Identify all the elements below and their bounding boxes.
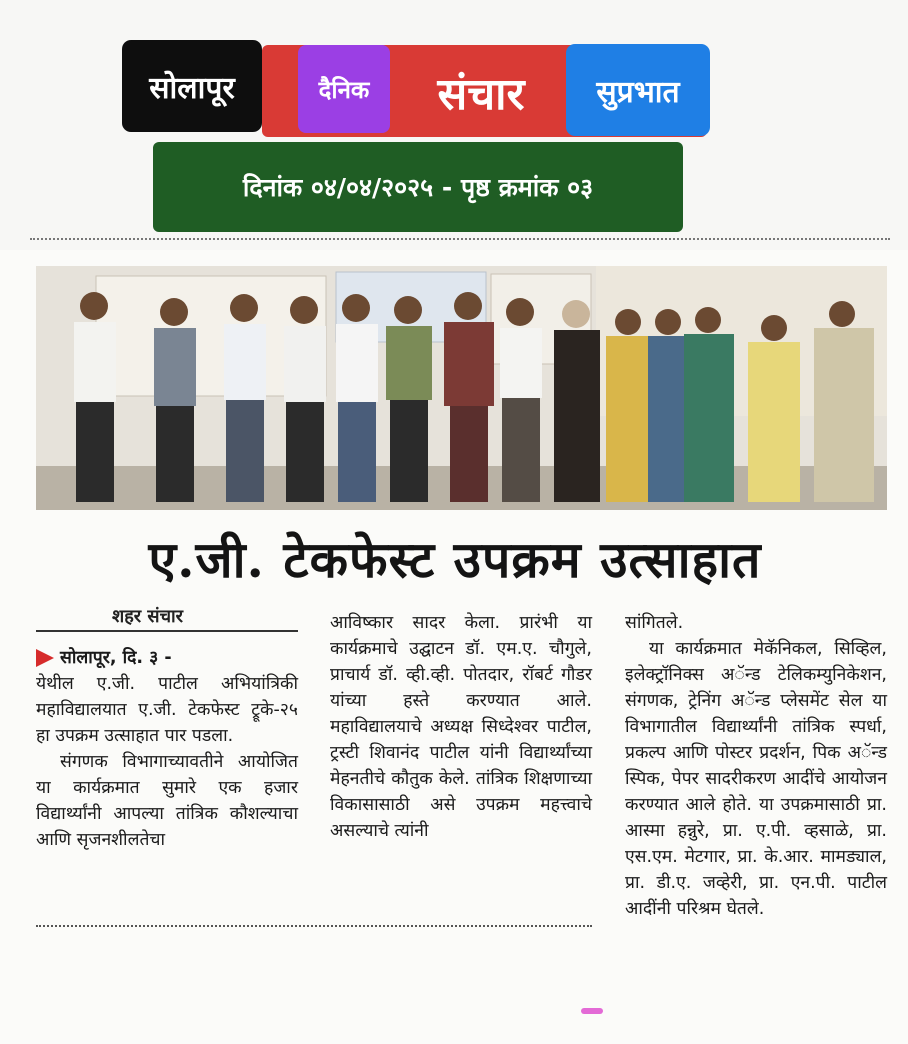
edition-badge: सुप्रभात bbox=[566, 44, 710, 136]
dateline-marker-icon bbox=[36, 649, 54, 667]
paragraph: आविष्कार सादर केला. प्रारंभी या कार्यक्रमाचे उद्घाटन डॉ. एम.ए. चौगुले, प्राचार्य डॉ. व्ही.व्ही. पोतदार, रॉबर्ट गौडर यांच्या हस्ते करण्यात आले. महाविद्यालयाचे अध्यक्ष सिध्देश्वर पाटील, ट्रस्टी शिवानंद पाटील यांनी विद्यार्थ्यांच्या मेहनतीचे कौतुक केले. तांत्रिक शिक्षणाच्या विकासासाठी असे उपक्रम महत्त्वाचे असल्याचे त्यांनी bbox=[330, 613, 592, 841]
daily-badge: दैनिक bbox=[298, 45, 390, 133]
section-rule bbox=[36, 630, 298, 632]
paragraph: संगणक विभागाच्यावतीने आयोजित या कार्यक्रमात सुमारे एक हजार विद्यार्थ्यांनी आपल्या तांत्रिक कौशल्याचा आणि सृजनशीलतेचा bbox=[36, 752, 298, 850]
paragraph: या कार्यक्रमात मेकॅनिकल, सिव्हिल, इलेक्ट्रॉनिक्स अॅन्ड टेलिकम्युनिकेशन, संगणक, ट्रेनिंग अॅन्ड प्लेसमेंट सेल या विभागातील विद्यार्थ्यांनी तांत्रिक स्पर्धा, प्रकल्प आणि पोस्टर प्रदर्शन, पिक अॅन्ड स्पिक, पेपर सादरीकरण आदींचे आयोजन करण्यात आले होते. या उपक्रमासाठी प्रा. आस्मा हन्नुरे, प्रा. ए.पी. व्हसाळे, प्रा. एस.एम. मेटगार, प्रा. के.आर. मामड्याल, प्रा. डी.ए. जव्हेरी, प्रा. एन.पी. पाटील आदींनी परिश्रम घेतले. bbox=[625, 639, 887, 919]
article-column-2 bbox=[330, 610, 592, 844]
article-headline: ए.जी. टेकफेस्ट उपक्रम उत्साहात bbox=[148, 530, 762, 589]
article-column-1 bbox=[36, 645, 298, 853]
date-page-banner: दिनांक ०४/०४/२०२५ - पृष्ठ क्रमांक ०३ bbox=[153, 142, 683, 232]
paragraph: सांगितले. bbox=[625, 613, 684, 633]
group-photo bbox=[36, 266, 887, 510]
article-column-3 bbox=[625, 610, 887, 922]
column-divider bbox=[36, 925, 592, 927]
group-photo-image bbox=[36, 266, 887, 510]
newspaper-name: संचार bbox=[437, 69, 525, 120]
pink-mark bbox=[581, 1008, 603, 1014]
city-badge: सोलापूर bbox=[122, 40, 262, 132]
paragraph: येथील ए.जी. पाटील अभियांत्रिकी महाविद्यालयात ए.जी. टेकफेस्ट ट्रूके-२५ हा उपक्रम उत्साहात पार पडला. bbox=[36, 674, 298, 746]
masthead bbox=[0, 0, 908, 250]
dateline: सोलापूर, दि. ३ - bbox=[60, 648, 172, 668]
masthead-divider bbox=[30, 238, 890, 240]
section-label: शहर संचार bbox=[112, 606, 184, 627]
